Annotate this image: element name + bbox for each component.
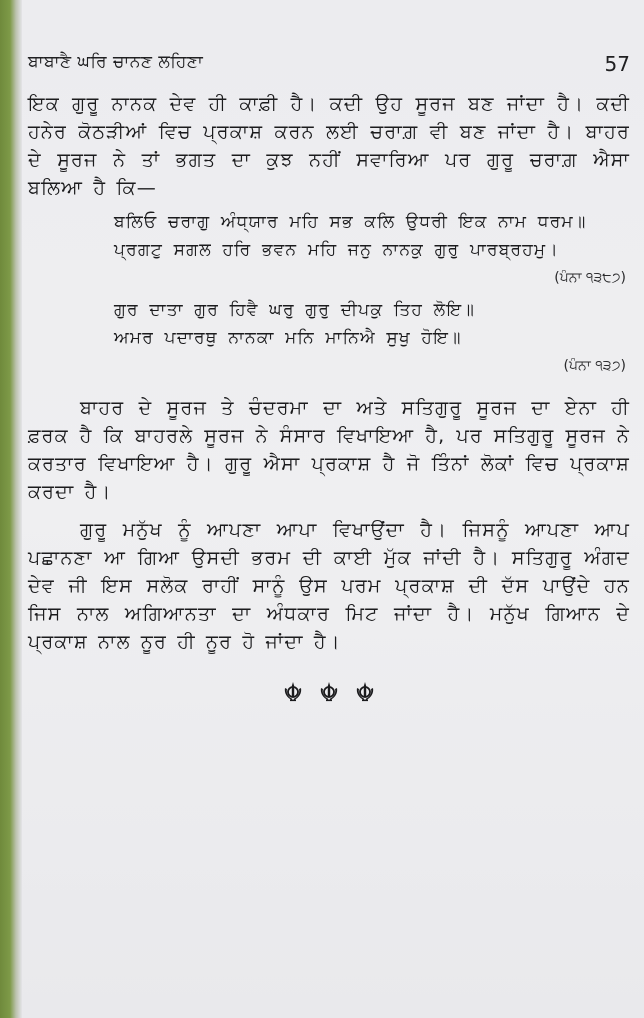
verse-block-2 xyxy=(114,296,630,352)
khanda-icon xyxy=(281,680,305,704)
paragraph-2: ਬਾਹਰ ਦੇ ਸੂਰਜ ਤੇ ਚੰਦਰਮਾ ਦਾ ਅਤੇ ਸਤਿਗੁਰੂ ਸੂਰਜ ਦਾ ਏਨਾ ਹੀ ਫ਼ਰਕ ਹੈ ਕਿ ਬਾਹਰਲੇ ਸੂਰਜ ਨੇ ਸੰਸਾਰ ਵਿਖਾਇਆ ਹੈ, ਪਰ ਸਤਿਗੁਰੂ ਸੂਰਜ ਨੇ ਕਰਤਾਰ ਵਿਖਾਇਆ ਹੈ। ਗੁਰੂ ਐਸਾ ਪ੍ਰਕਾਸ਼ ਹੈ ਜੋ ਤਿੰਨਾਂ ਲੋਕਾਂ ਵਿਚ ਪ੍ਰਕਾਸ਼ ਕਰਦਾ ਹੈ। xyxy=(28,397,630,503)
verse-block-1 xyxy=(114,208,630,264)
verse-line: ਅਮਰ ਪਦਾਰਥੁ ਨਾਨਕਾ ਮਨਿ ਮਾਨਿਐ ਸੁਖੁ ਹੋਇ॥ xyxy=(114,328,462,348)
ornament-row xyxy=(28,680,630,710)
paragraph-1: ਇਕ ਗੁਰੂ ਨਾਨਕ ਦੇਵ ਹੀ ਕਾਫ਼ੀ ਹੈ। ਕਦੀ ਉਹ ਸੂਰਜ ਬਣ ਜਾਂਦਾ ਹੈ। ਕਦੀ ਹਨੇਰ ਕੋਠੜੀਆਂ ਵਿਚ ਪ੍ਰਕਾਸ਼ ਕਰਨ ਲਈ ਚਰਾਗ਼ ਵੀ ਬਣ ਜਾਂਦਾ ਹੈ। ਬਾਹਰ ਦੇ ਸੂਰਜ ਨੇ ਤਾਂ ਭਗਤ ਦਾ ਕੁਝ ਨਹੀਂ ਸਵਾਰਿਆ ਪਰ ਗੁਰੂ ਚਰਾਗ਼ ਐਸਾ ਬਲਿਆ ਹੈ ਕਿ— xyxy=(28,93,630,199)
paragraph-3: ਗੁਰੂ ਮਨੁੱਖ ਨੂੰ ਆਪਣਾ ਆਪਾ ਵਿਖਾਉਂਦਾ ਹੈ। ਜਿਸਨੂੰ ਆਪਣਾ ਆਪ ਪਛਾਨਣਾ ਆ ਗਿਆ ਉਸਦੀ ਭਰਮ ਦੀ ਕਾਈ ਮੁੱਕ ਜਾਂਦੀ ਹੈ। ਸਤਿਗੁਰੂ ਅੰਗਦ ਦੇਵ ਜੀ ਇਸ ਸਲੋਕ ਰਾਹੀਂ ਸਾਨੂੰ ਉਸ ਪਰਮ ਪ੍ਰਕਾਸ਼ ਦੀ ਦੱਸ ਪਾਉਂਦੇ ਹਨ ਜਿਸ ਨਾਲ ਅਗਿਆਨਤਾ ਦਾ ਅੰਧਕਾਰ ਮਿਟ ਜਾਂਦਾ ਹੈ। ਮਨੁੱਖ ਗਿਆਨ ਦੇ ਪ੍ਰਕਾਸ਼ ਨਾਲ ਨੂਰ ਹੀ ਨੂਰ ਹੋ ਜਾਂਦਾ ਹੈ। xyxy=(28,519,630,653)
verse-line: ਬਲਿਓ ਚਰਾਗੁ ਅੰਧ੍ਯਾਰ ਮਹਿ ਸਭ ਕਲਿ ਉਧਰੀ ਇਕ ਨਾਮ ਧਰਮ॥ xyxy=(114,212,587,232)
khanda-icon xyxy=(317,680,341,704)
page-number: 57 xyxy=(604,52,630,76)
running-header: ਬਾਬਾਣੈ ਘਰਿ ਚਾਨਣ ਲਹਿਣਾ xyxy=(28,52,204,72)
book-page xyxy=(22,0,644,1018)
citation-2: (ਪੰਨਾ ੧੩੭) xyxy=(563,358,626,374)
citation-1: (ਪੰਨਾ ੧੩੮੭) xyxy=(554,270,626,286)
verse-line: ਗੁਰ ਦਾਤਾ ਗੁਰ ਹਿਵੈ ਘਰੁ ਗੁਰੁ ਦੀਪਕੁ ਤਿਹ ਲੋਇ॥ xyxy=(114,300,475,320)
verse-line: ਪ੍ਰਗਟੁ ਸਗਲ ਹਰਿ ਭਵਨ ਮਹਿ ਜਨੁ ਨਾਨਕੁ ਗੁਰੁ ਪਾਰਬ੍ਰਹਮੁ। xyxy=(114,240,559,260)
khanda-icon xyxy=(353,680,377,704)
page-content xyxy=(28,90,630,710)
